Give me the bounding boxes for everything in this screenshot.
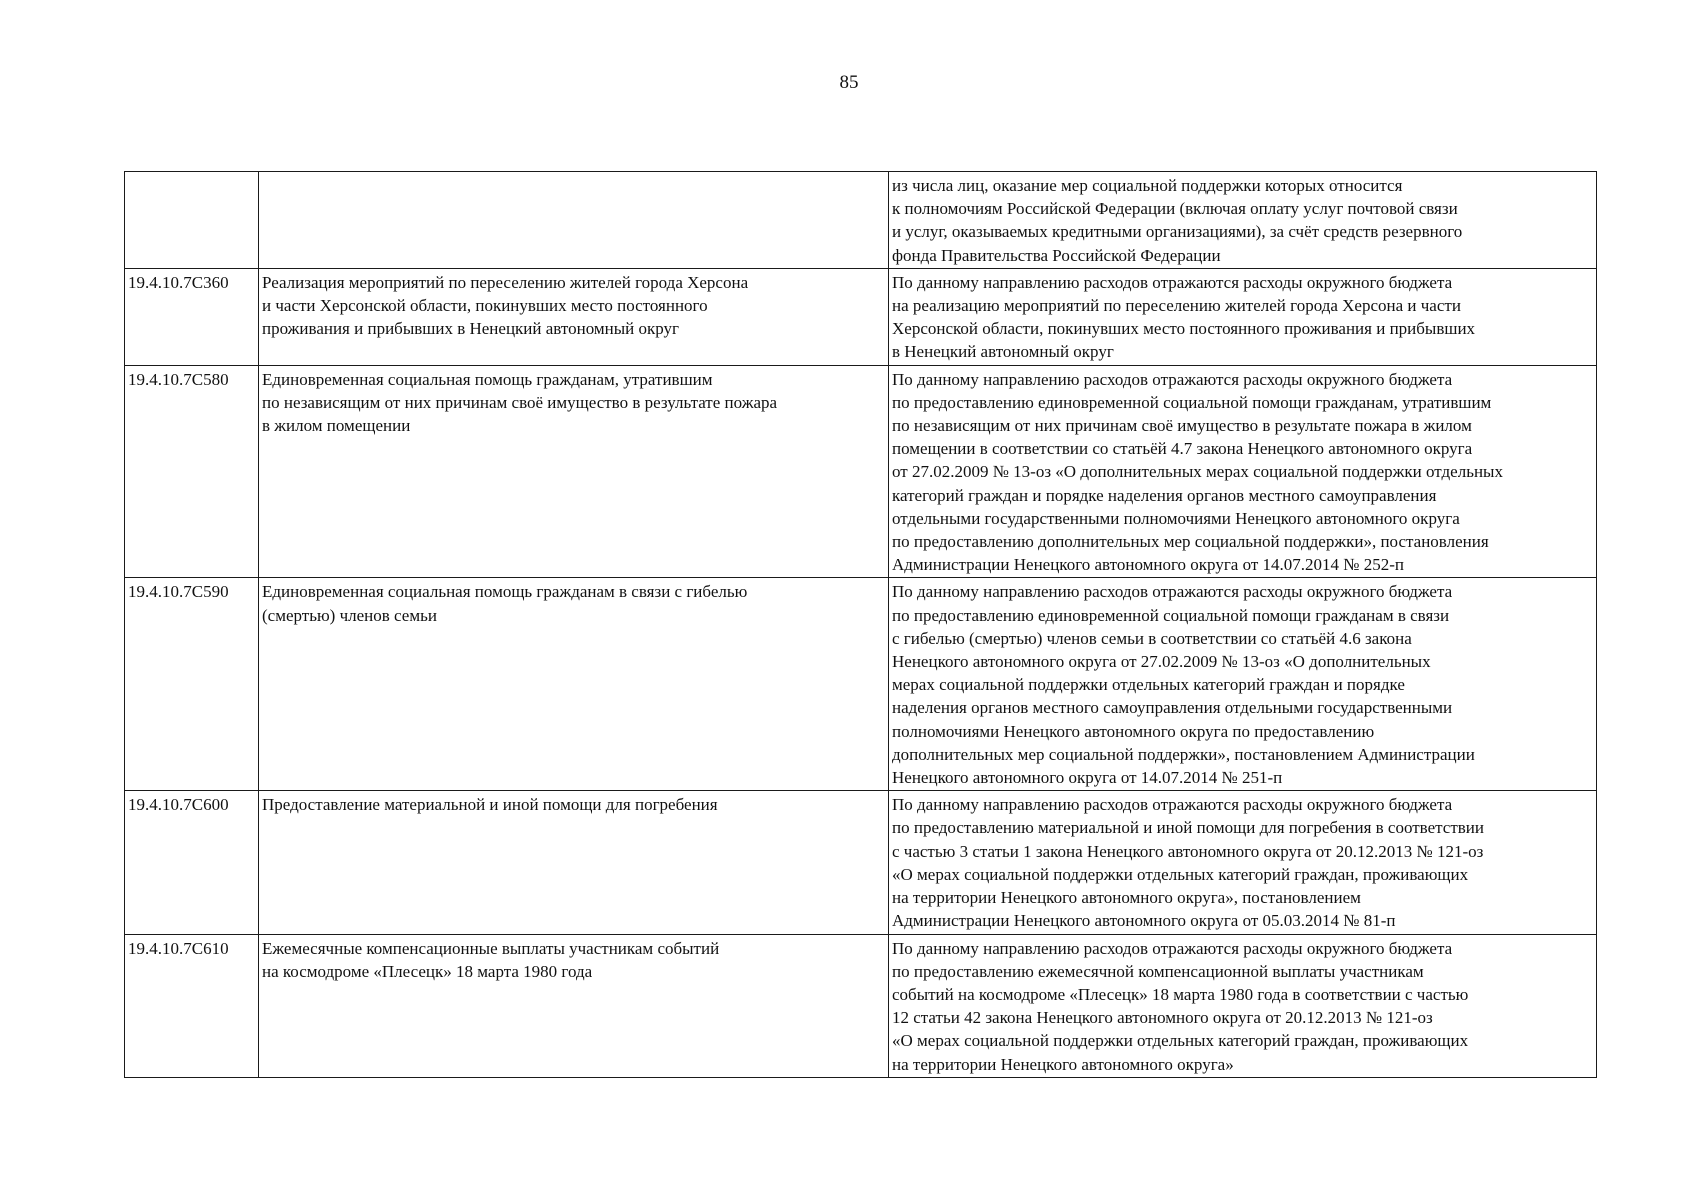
row-code: 19.4.10.7С600 — [125, 791, 259, 934]
row-code: 19.4.10.7С580 — [125, 365, 259, 578]
table-row — [125, 578, 1597, 791]
table-row — [125, 172, 1597, 269]
row-name: Предоставление материальной и иной помощи для погребения — [259, 791, 889, 934]
table-row — [125, 365, 1597, 578]
row-name: Ежемесячные компенсационные выплаты участникам событий на космодроме «Плесецк» 18 марта 1980 года — [259, 934, 889, 1077]
row-code — [125, 172, 259, 269]
row-name: Единовременная социальная помощь гражданам, утратившим по независящим от них причинам своё имущество в результате пожара в жилом помещении — [259, 365, 889, 578]
row-description: По данному направлению расходов отражаются расходы окружного бюджета на реализацию мероприятий по переселению жителей города Херсона и части Херсонской области, покинувших место постоянного проживания и прибывших в Ненецкий автономный округ — [889, 268, 1597, 365]
row-description: из числа лиц, оказание мер социальной поддержки которых относится к полномочиям Российской Федерации (включая оплату услуг почтовой связи и услуг, оказываемых кредитными организациями), за счёт средств резервного фонда Правительства Российской Федерации — [889, 172, 1597, 269]
row-code: 19.4.10.7С590 — [125, 578, 259, 791]
row-name: Реализация мероприятий по переселению жителей города Херсона и части Херсонской области, покинувших место постоянного проживания и прибывших в Ненецкий автономный округ — [259, 268, 889, 365]
table-row — [125, 791, 1597, 934]
table-row — [125, 268, 1597, 365]
row-code: 19.4.10.7С610 — [125, 934, 259, 1077]
row-name — [259, 172, 889, 269]
row-code: 19.4.10.7С360 — [125, 268, 259, 365]
row-description: По данному направлению расходов отражаются расходы окружного бюджета по предоставлению материальной и иной помощи для погребения в соответствии с частью 3 статьи 1 закона Ненецкого автономного округа от 20.12.2013 № 121-оз «О мерах социальной поддержки отдельных категорий граждан, проживающих на территории Ненецкого автономного округа», постановлением Администрации Ненецкого автономного округа от 05.03.2014 № 81-п — [889, 791, 1597, 934]
table-row — [125, 934, 1597, 1077]
row-description: По данному направлению расходов отражаются расходы окружного бюджета по предоставлению ежемесячной компенсационной выплаты участникам событий на космодроме «Плесецк» 18 марта 1980 года в соответствии с частью 12 статьи 42 закона Ненецкого автономного округа от 20.12.2013 № 121-оз «О мерах социальной поддержки отдельных категорий граждан, проживающих на территории Ненецкого автономного округа» — [889, 934, 1597, 1077]
row-description: По данному направлению расходов отражаются расходы окружного бюджета по предоставлению единовременной социальной помощи гражданам в связи с гибелью (смертью) членов семьи в соответствии со статьёй 4.6 закона Ненецкого автономного округа от 27.02.2009 № 13-оз «О дополнительных мерах социальной поддержки отдельных категорий граждан и порядке наделения органов местного самоуправления отдельными государственными полномочиями Ненецкого автономного округа по предоставлению дополнительных мер социальной поддержки», постановлением Администрации Ненецкого автономного округа от 14.07.2014 № 251-п — [889, 578, 1597, 791]
page-number: 85 — [839, 72, 859, 93]
budget-classification-table — [124, 171, 1597, 1078]
row-name: Единовременная социальная помощь гражданам в связи с гибелью (смертью) членов семьи — [259, 578, 889, 791]
row-description: По данному направлению расходов отражаются расходы окружного бюджета по предоставлению единовременной социальной помощи гражданам, утратившим по независящим от них причинам своё имущество в результате пожара в жилом помещении в соответствии со статьёй 4.7 закона Ненецкого автономного округа от 27.02.2009 № 13-оз «О дополнительных мерах социальной поддержки отдельных категорий граждан и порядке наделения органов местного самоуправления отдельными государственными полномочиями Ненецкого автономного округа по предоставлению дополнительных мер социальной поддержки», постановления Администрации Ненецкого автономного округа от 14.07.2014 № 252-п — [889, 365, 1597, 578]
